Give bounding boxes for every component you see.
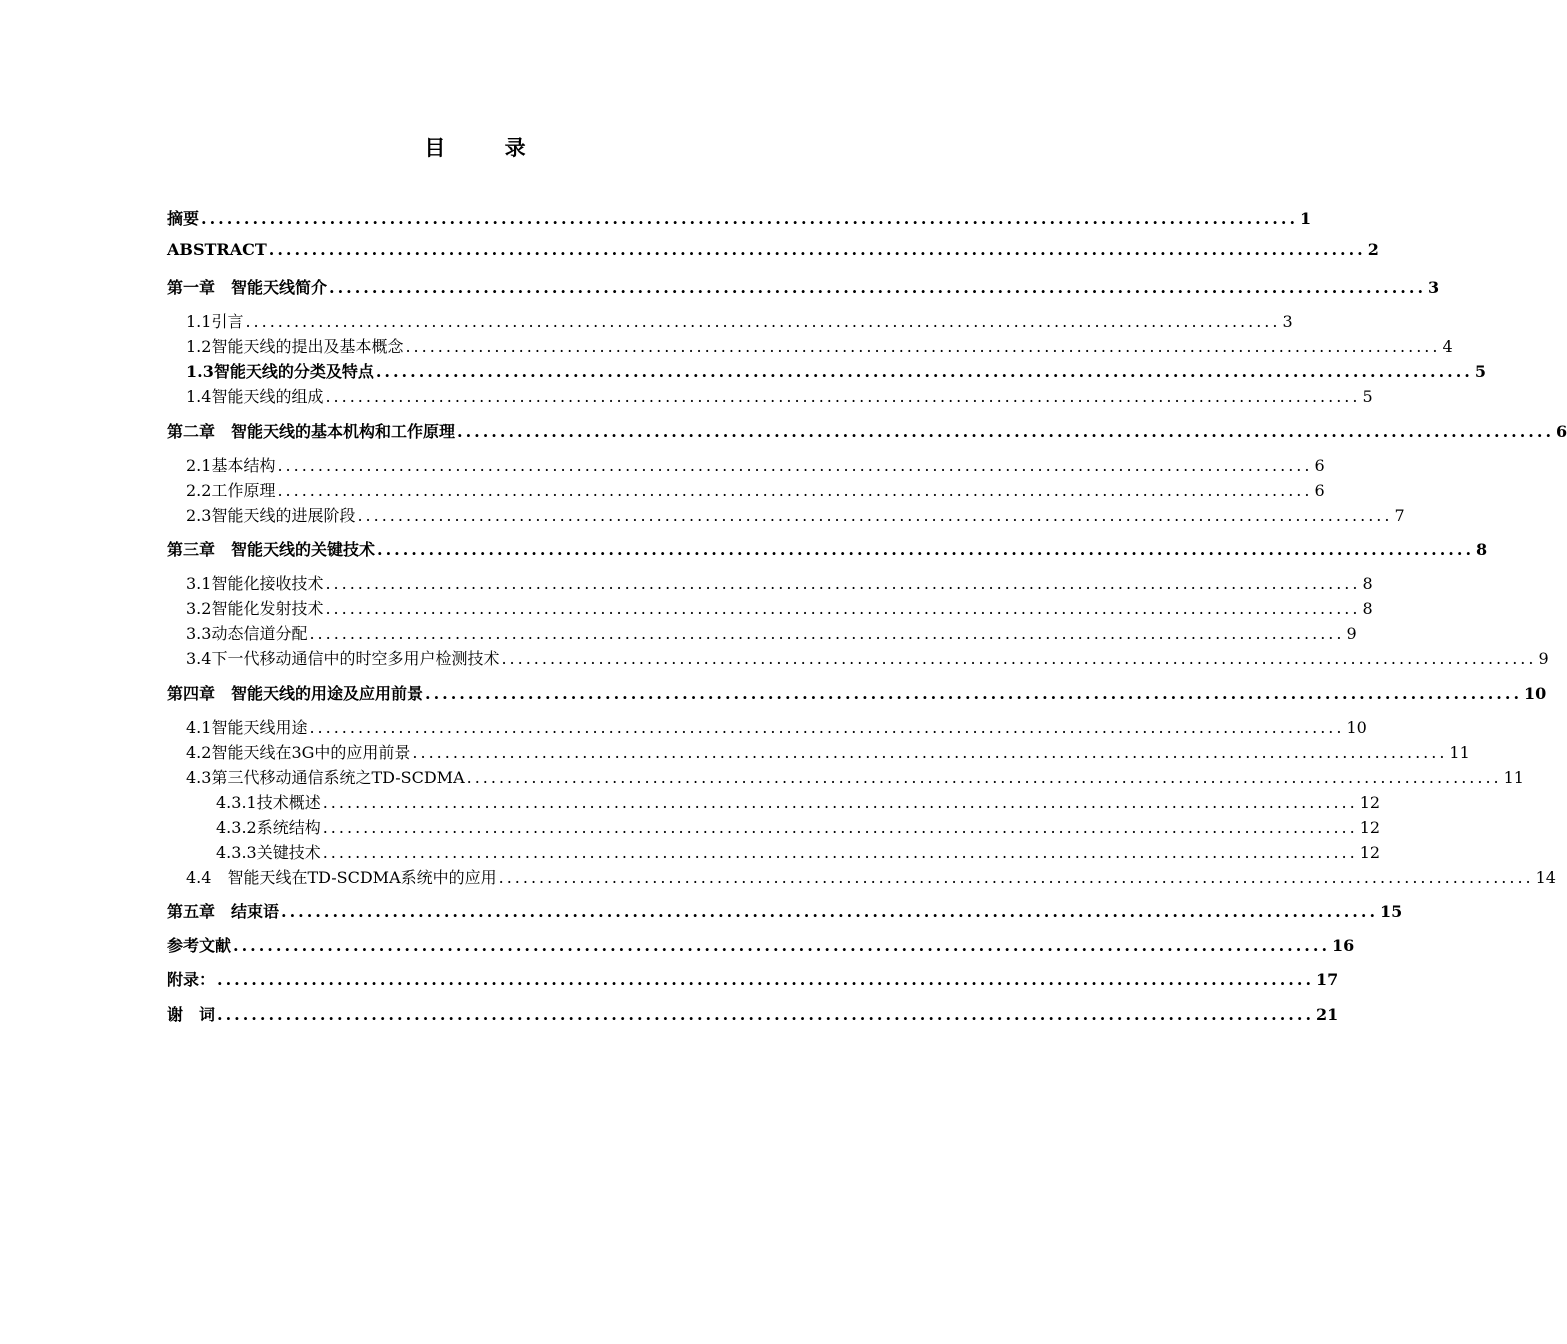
toc-entry-page: 12 [1359, 793, 1381, 812]
toc-entry-4-2[interactable] [186, 740, 1470, 763]
leader-dots: ................................................................................................................................ [325, 574, 1361, 593]
toc-entry-label: 1.2智能天线的提出及基本概念 [186, 337, 404, 356]
toc-entry-label: 4.3.3关键技术 [216, 843, 321, 862]
leader-dots: ................................................................................................................................ [268, 240, 1366, 259]
toc-entry-label: 4.4 智能天线在TD-SCDMA系统中的应用 [186, 868, 497, 887]
toc-title: 目 录 [424, 135, 552, 160]
toc-entry-4-4[interactable] [186, 865, 1556, 888]
toc-entry-acknowledgements[interactable] [167, 1002, 1339, 1025]
toc-entry-2-1[interactable] [186, 453, 1325, 476]
toc-entry-chapter-3[interactable] [167, 537, 1488, 560]
toc-entry-1-1[interactable] [186, 309, 1293, 332]
toc-entry-page: 16 [1332, 936, 1355, 955]
toc-entry-page: 5 [1474, 362, 1486, 381]
leader-dots: ................................................................................................................................ [325, 599, 1361, 618]
toc-entry-label: 1.1引言 [186, 312, 244, 331]
leader-dots: ................................................................................................................................ [357, 506, 1393, 525]
leader-dots: ................................................................................................................................ [466, 768, 1502, 787]
toc-entry-label: 3.4下一代移动通信中的时空多用户检测技术 [186, 649, 500, 668]
toc-entry-page: 11 [1503, 768, 1524, 787]
toc-entry-page: 3 [1428, 278, 1440, 297]
toc-entry-chapter-2[interactable] [167, 419, 1567, 442]
toc-entry-page: 14 [1535, 868, 1556, 887]
leader-dots: ................................................................................................................................ [412, 743, 1448, 762]
toc-entry-label: 4.3.1技术概述 [216, 793, 321, 812]
toc-entry-label: 3.1智能化接收技术 [186, 574, 324, 593]
toc-entry-page: 3 [1282, 312, 1293, 331]
toc-entry-chapter-1[interactable] [167, 275, 1440, 298]
leader-dots: ................................................................................................................................ [201, 209, 1299, 228]
toc-entry-label: 谢 词 [167, 1005, 216, 1024]
toc-entry-2-3[interactable] [186, 503, 1405, 526]
toc-entry-4-1[interactable] [186, 715, 1367, 738]
leader-dots: ................................................................................................................................ [498, 868, 1534, 887]
toc-entry-references[interactable] [167, 933, 1355, 956]
toc-entry-page: 21 [1316, 1005, 1339, 1024]
leader-dots: ................................................................................................................................ [281, 902, 1379, 921]
toc-entry-chapter-5[interactable] [167, 899, 1403, 922]
toc-entry-label: 第三章 智能天线的关键技术 [167, 540, 376, 559]
toc-entry-4-3-1[interactable] [216, 790, 1381, 813]
toc-entry-label: 1.3智能天线的分类及特点 [186, 362, 374, 381]
toc-entry-label: 3.2智能化发射技术 [186, 599, 324, 618]
toc-entry-4-3[interactable] [186, 765, 1524, 788]
toc-entry-1-3[interactable] [186, 359, 1486, 382]
toc-entry-chapter-4[interactable] [167, 681, 1547, 704]
toc-entry-page: 10 [1346, 718, 1367, 737]
toc-entry-label: 1.4智能天线的组成 [186, 387, 324, 406]
leader-dots: ................................................................................................................................ [233, 936, 1331, 955]
leader-dots: ................................................................................................................................ [245, 312, 1281, 331]
leader-dots: ................................................................................................................................ [457, 422, 1555, 441]
toc-entry-label: 第四章 智能天线的用途及应用前景 [167, 684, 424, 703]
toc-entry-label: 第一章 智能天线简介 [167, 278, 328, 297]
toc-entry-abstract-en[interactable] [167, 240, 1379, 259]
leader-dots: ................................................................................................................................ [217, 1005, 1315, 1024]
toc-entry-page: 15 [1380, 902, 1403, 921]
leader-dots: ................................................................................................................................ [377, 540, 1475, 559]
leader-dots: ................................................................................................................................ [501, 649, 1537, 668]
leader-dots: ................................................................................................................................ [309, 624, 1345, 643]
toc-entry-label: 第二章 智能天线的基本机构和工作原理 [167, 422, 456, 441]
toc-entry-label: 参考文献 [167, 936, 232, 955]
toc-entry-page: 2 [1367, 240, 1379, 259]
leader-dots: ................................................................................................................................ [277, 456, 1313, 475]
toc-entry-page: 5 [1362, 387, 1373, 406]
leader-dots: ................................................................................................................................ [375, 362, 1473, 381]
leader-dots: ................................................................................................................................ [322, 793, 1358, 812]
leader-dots: ................................................................................................................................ [329, 278, 1427, 297]
toc-entry-2-2[interactable] [186, 478, 1325, 501]
leader-dots: ................................................................................................................................ [309, 718, 1345, 737]
toc-entry-label: 附录： [167, 970, 216, 989]
toc-entry-page: 9 [1346, 624, 1357, 643]
toc-entry-3-3[interactable] [186, 621, 1357, 644]
toc-entry-page: 4 [1442, 337, 1453, 356]
toc-entry-page: 9 [1538, 649, 1549, 668]
leader-dots: ................................................................................................................................ [325, 387, 1361, 406]
toc-entry-3-1[interactable] [186, 571, 1373, 594]
toc-entry-appendix[interactable] [167, 967, 1339, 990]
toc-entry-3-2[interactable] [186, 596, 1373, 619]
toc-entry-label: 2.1基本结构 [186, 456, 276, 475]
toc-entry-page: 8 [1476, 540, 1488, 559]
toc-entry-4-3-3[interactable] [216, 840, 1381, 863]
toc-entry-label: 3.3动态信道分配 [186, 624, 308, 643]
leader-dots: ................................................................................................................................ [405, 337, 1441, 356]
toc-entry-label: 4.3第三代移动通信系统之TD-SCDMA [186, 768, 465, 787]
toc-entry-page: 11 [1449, 743, 1470, 762]
toc-entry-label: 2.3智能天线的进展阶段 [186, 506, 356, 525]
toc-entry-page: 10 [1524, 684, 1547, 703]
toc-entry-page: 12 [1359, 843, 1381, 862]
toc-entry-1-4[interactable] [186, 384, 1373, 407]
toc-entry-abstract-cn[interactable] [167, 206, 1312, 229]
toc-entry-page: 6 [1314, 481, 1325, 500]
toc-entry-label: 摘要 [167, 209, 200, 228]
toc-entry-page: 8 [1362, 599, 1373, 618]
toc-entry-3-4[interactable] [186, 646, 1549, 669]
toc-entry-label: 2.2工作原理 [186, 481, 276, 500]
toc-entry-page: 1 [1300, 209, 1312, 228]
toc-entry-page: 6 [1314, 456, 1325, 475]
toc-entry-label: 第五章 结束语 [167, 902, 280, 921]
leader-dots: ................................................................................................................................ [277, 481, 1313, 500]
leader-dots: ................................................................................................................................ [322, 843, 1358, 862]
toc-entry-page: 12 [1359, 818, 1381, 837]
toc-entry-label: 4.1智能天线用途 [186, 718, 308, 737]
toc-entry-label: 4.3.2系统结构 [216, 818, 321, 837]
leader-dots: ................................................................................................................................ [217, 970, 1315, 989]
toc-entry-page: 7 [1394, 506, 1405, 525]
toc-entry-label: 4.2智能天线在3G中的应用前景 [186, 743, 411, 762]
toc-entry-label: ABSTRACT [167, 240, 267, 259]
toc-entry-4-3-2[interactable] [216, 815, 1381, 838]
leader-dots: ................................................................................................................................ [425, 684, 1523, 703]
toc-entry-page: 8 [1362, 574, 1373, 593]
toc-entry-1-2[interactable] [186, 334, 1453, 357]
toc-entry-page: 17 [1316, 970, 1339, 989]
leader-dots: ................................................................................................................................ [322, 818, 1358, 837]
toc-entry-page: 6 [1556, 422, 1567, 441]
